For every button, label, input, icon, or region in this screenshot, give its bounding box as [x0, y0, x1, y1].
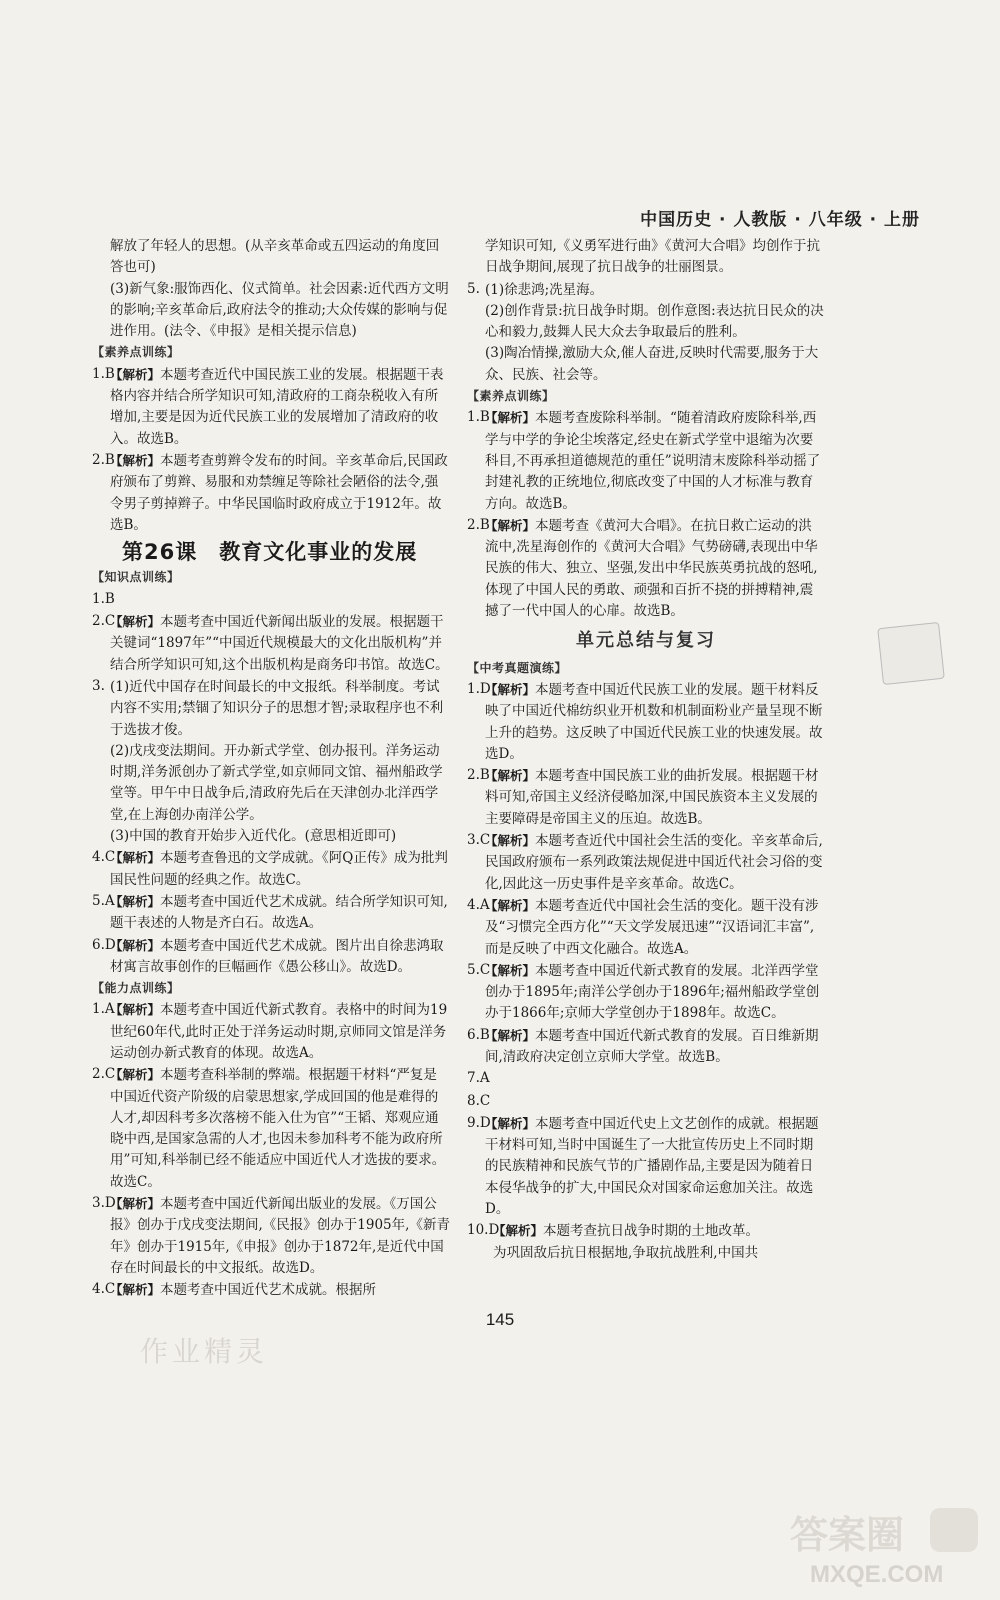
- answer-text: 本题考查中国近代新式教育的发展。北洋西学堂创办于1895年;南洋公学创办于1896年;福州船政学堂创办于1866年;京师大学堂创办于1898年。故选C。: [485, 962, 820, 1022]
- answer-text: 本题考查中国近代新闻出版业的发展。根据题干关键词“1897年”“中国近代规模最大的文化出版机构”并结合所学知识可知,这个出版机构是商务印书馆。故选C。: [110, 614, 449, 673]
- answer-text: 本题考查《黄河大合唱》。在抗日救亡运动的洪流中,冼星海创作的《黄河大合唱》气势磅礴,表现出中华民族的伟大、独立、坚强,发出中华民族英勇抗战的怒吼,体现了中国人民的勇敢、顽强和百折不挠的拼搏精神,震撼了一代中国人的心扉。故选B。: [485, 517, 818, 620]
- analysis-tag: 【解析】: [110, 452, 161, 468]
- watermark-logo-url: MXQE.COM: [810, 1561, 944, 1588]
- answer-item: [92, 847, 450, 891]
- answer-item: [467, 895, 825, 960]
- analysis-tag: 【解析】: [485, 833, 536, 849]
- answer-text: 本题考查近代中国社会生活的变化。题干没有涉及“习惯完全西方化”“天文学发展迅速”“汉语词汇丰富”,而是反映了中西文化融合。故选A。: [485, 897, 819, 957]
- answer-item: [467, 1068, 825, 1090]
- answer-number: 5.C: [467, 961, 491, 978]
- answer-number: 8.C: [467, 1092, 491, 1109]
- section-label: 【素养点训练】: [467, 389, 555, 404]
- answer-number: 5.A: [92, 892, 115, 909]
- answer-item: [92, 1279, 450, 1301]
- answer-text: 本题考查剪辫令发布的时间。辛亥革命后,民国政府颁布了剪辫、易服和劝禁缠足等除社会陋俗的法令,强令男子剪掉辫子。中华民国临时政府成立于1912年。故选B。: [110, 452, 448, 533]
- answer-text: 本题考查中国近代艺术成就。图片出自徐悲鸿取材寓言故事创作的巨幅画作《愚公移山》。故选D。: [110, 937, 444, 975]
- answer-number: 1.A: [92, 1001, 115, 1018]
- section-label: 【能力点训练】: [92, 981, 180, 996]
- analysis-tag: 【解析】: [110, 1196, 161, 1212]
- answer-text: 本题考查近代中国社会生活的变化。辛亥革命后,民国政府颁布一系列政策法规促进中国近代社会习俗的变化,因此这一历史事件是辛亥革命。故选C。: [485, 833, 823, 892]
- answer-item: [467, 1113, 825, 1220]
- answer-number: 4.A: [467, 896, 490, 913]
- paragraph: (3)中国的教育开始步入近代化。(意思相近即可): [110, 828, 397, 845]
- answer-item: [467, 830, 825, 895]
- answer-number: 2.C: [92, 613, 116, 630]
- answer-text: 本题考查中国近代新式教育的发展。百日维新期间,清政府决定创立京师大学堂。故选B。: [485, 1027, 819, 1065]
- answer-text: 本题考查近代中国民族工业的发展。根据题干表格内容并结合所学知识可知,清政府的工商杂税收入有所增加,主要是因为近代民族工业的发展增加了清政府的收入。故选B。: [110, 366, 444, 447]
- right-column: [467, 236, 825, 1264]
- answer-number: 6.B: [467, 1026, 490, 1043]
- paragraph: (2)戊戌变法期间。开办新式学堂、创办报刊。洋务运动时期,洋务派创办了新式学堂,如京师同文馆、福州船政学堂等。甲午中日战争后,清政府先后在天津创办北洋西学堂,在上海创办南洋公学。: [110, 742, 443, 823]
- answer-number: 2.B: [467, 767, 490, 784]
- section-label: 【中考真题演练】: [467, 660, 568, 675]
- page-number: 145: [485, 1310, 515, 1329]
- answer-item: [92, 611, 450, 676]
- answer-text: 本题考查中国近代新式教育。表格中的时间为19世纪60年代,此时正处于洋务运动时期,京师同文馆是洋务运动创办新式教育的体现。故选A。: [110, 1002, 448, 1061]
- answer-item: [467, 679, 825, 765]
- stamp-mark: [877, 622, 945, 685]
- paragraph: (3)陶冶情操,激励大众,催人奋进,反映时代需要,服务于大众、民族、社会等。: [485, 345, 819, 383]
- watermark-logo-badge: [930, 1508, 978, 1552]
- paragraph: 为巩固敌后抗日根据地,争取抗战胜利,中国共: [493, 1244, 759, 1261]
- analysis-tag: 【解析】: [110, 850, 161, 866]
- section-label: 【知识点训练】: [92, 570, 180, 585]
- answer-number: 9.D: [467, 1114, 491, 1131]
- answer-text: 本题考查中国民族工业的曲折发展。根据题干材料可知,帝国主义经济侵略加深,中国民族资本主义发展的主要障碍是帝国主义的压迫。故选B。: [485, 768, 819, 827]
- answer-item: [467, 960, 825, 1025]
- analysis-tag: 【解析】: [110, 1002, 161, 1018]
- watermark-logo-brand: 答案圈: [790, 1513, 905, 1557]
- answer-item: [467, 515, 825, 622]
- answer-item: [92, 450, 450, 536]
- answer-text: 本题考查中国近代民族工业的发展。题干材料反映了中国近代棉纺织业开机数和机制面粉业产量呈现不断上升的趋势。这反映了中国近代民族工业的快速发展。故选D。: [485, 681, 823, 762]
- answer-item: [92, 999, 450, 1064]
- answer-text: 本题考查中国近代史上文艺创作的成就。根据题干材料可知,当时中国诞生了一大批宣传历史上不同时期的民族精神和民族气节的广播剧作品,主要是因为随着日本侵华战争的扩大,中国民众对国家命运愈加关注。故选D。: [485, 1115, 819, 1218]
- answer-number: 1.B: [467, 409, 490, 426]
- answer-number: 2.B: [467, 516, 490, 533]
- paragraph: 学知识可知,《义勇军进行曲》《黄河大合唱》均创作于抗日战争期间,展现了抗日战争的壮丽图景。: [485, 238, 821, 276]
- answer-text: (1)徐悲鸿;冼星海。: [485, 281, 604, 298]
- answer-number: 1.B: [92, 365, 115, 382]
- answer-number: 1.B: [92, 590, 115, 607]
- lesson-title: 第26课 教育文化事业的发展: [122, 540, 418, 565]
- answer-number: 7.A: [467, 1070, 490, 1087]
- answer-number: 1.D: [467, 680, 491, 697]
- analysis-tag: 【解析】: [110, 614, 161, 630]
- answer-item: [92, 891, 450, 935]
- answer-item: [467, 1220, 825, 1242]
- answer-item: [92, 676, 450, 741]
- section-label: 【素养点训练】: [92, 345, 180, 360]
- answer-number: 4.C: [92, 1281, 116, 1298]
- answer-item: [92, 364, 450, 450]
- analysis-tag: 【解析】: [110, 893, 161, 909]
- answer-item: [92, 1193, 450, 1279]
- paragraph: (3)新气象:服饰西化、仪式简单。社会因素:近代西方文明的影响;辛亥革命后,政府法令的推动;大众传媒的影响与促进作用。(法令、《申报》是相关提示信息): [110, 280, 449, 340]
- answer-text: 本题考查鲁迅的文学成就。《阿Q正传》成为批判国民性问题的经典之作。故选C。: [110, 850, 448, 888]
- paragraph: (2)创作背景:抗日战争时期。创作意图:表达抗日民众的决心和毅力,鼓舞人民大众去争取最后的胜利。: [485, 302, 824, 341]
- answer-number: 4.C: [92, 849, 116, 866]
- answer-item: [92, 1064, 450, 1193]
- answer-item: [92, 935, 450, 979]
- answer-text: 本题考查科举制的弊端。根据题干材料“严复是中国近代资产阶级的启蒙思想家,学成回国的他是难得的人才,却因科考多次落榜不能入仕为官”“王韬、郑观应通晓中西,是国家急需的人才,也因未参加科考不能为政府所用”可知,科举制已经不能适应中国近代人才选拔的要求。故选C。: [110, 1067, 446, 1190]
- answer-text: 本题考查中国近代艺术成就。结合所学知识可知,题干表述的人物是齐白石。故选A。: [110, 893, 448, 932]
- page-header-title: 中国历史 · 人教版 · 八年级 · 上册: [640, 210, 920, 230]
- answer-item: [467, 765, 825, 830]
- analysis-tag: 【解析】: [485, 962, 536, 978]
- answer-text: 本题考查抗日战争时期的土地改革。: [543, 1223, 760, 1240]
- answer-number: 3.D: [92, 1195, 116, 1212]
- analysis-tag: 【解析】: [110, 1067, 161, 1083]
- unit-title: 单元总结与复习: [576, 630, 716, 652]
- answer-item: [467, 1091, 825, 1113]
- answer-item: [92, 589, 450, 611]
- answer-item: [467, 279, 825, 301]
- analysis-tag: 【解析】: [485, 897, 536, 913]
- analysis-tag: 【解析】: [493, 1223, 544, 1239]
- analysis-tag: 【解析】: [485, 1027, 536, 1043]
- answer-text: 本题考查中国近代新闻出版业的发展。《万国公报》创办于戊戌变法期间,《民报》创办于1905年,《新青年》创办于1915年,《申报》创办于1872年,是近代中国存在时间最长的中文报纸。故选D。: [110, 1196, 450, 1276]
- answer-text: 本题考查中国近代艺术成就。根据所: [160, 1282, 377, 1299]
- paragraph: 解放了年轻人的思想。(从辛亥革命或五四运动的角度回答也可): [110, 238, 440, 276]
- answer-number: 2.C: [92, 1066, 116, 1083]
- analysis-tag: 【解析】: [485, 681, 536, 697]
- answer-number: 6.D: [92, 936, 116, 953]
- analysis-tag: 【解析】: [485, 410, 536, 426]
- answer-item: [467, 1025, 825, 1069]
- analysis-tag: 【解析】: [485, 517, 536, 533]
- watermark-text: 作业精灵: [140, 1335, 269, 1368]
- answer-number: 5.: [467, 280, 480, 297]
- answer-item: [467, 407, 825, 514]
- answer-number: 3.C: [467, 832, 491, 849]
- analysis-tag: 【解析】: [485, 768, 536, 784]
- answer-number: 2.B: [92, 451, 115, 468]
- analysis-tag: 【解析】: [110, 366, 161, 382]
- answer-text: 本题考查废除科举制。“随着清政府废除科举,西学与中学的争论尘埃落定,经史在新式学堂中退缩为次要科目,不再承担道德规范的重任”说明清末废除科举动摇了封建礼教的正统地位,彻底改变了中国的人才标准与教育方向。故选B。: [485, 410, 821, 512]
- analysis-tag: 【解析】: [485, 1115, 536, 1131]
- answer-number: 3.: [92, 677, 105, 694]
- analysis-tag: 【解析】: [110, 1282, 161, 1298]
- answer-text: (1)近代中国存在时间最长的中文报纸。科举制度。考试内容不实用;禁锢了知识分子的思想才智;录取程序也不利于选拔才俊。: [110, 678, 444, 738]
- watermark-logo: [780, 1500, 990, 1590]
- answer-number: 10.D: [467, 1222, 500, 1239]
- left-column: [92, 236, 450, 1302]
- analysis-tag: 【解析】: [110, 937, 161, 953]
